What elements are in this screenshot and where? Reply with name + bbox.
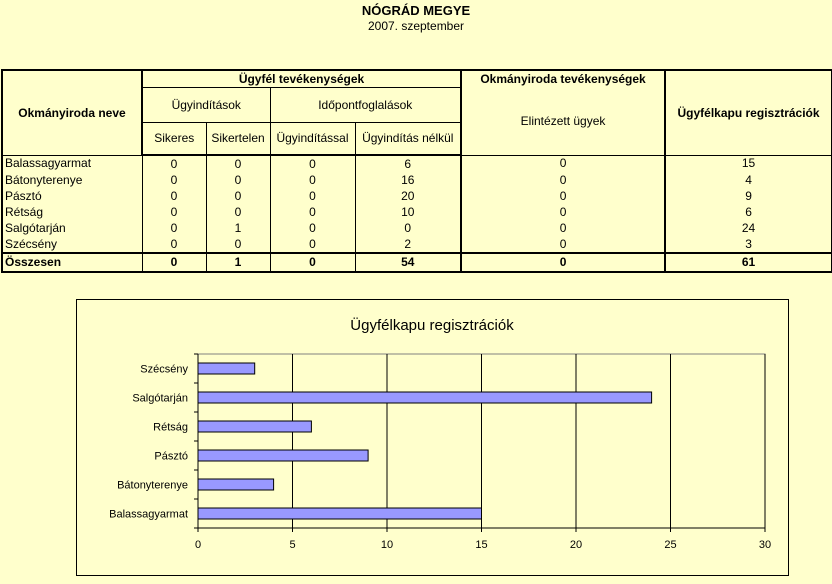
bar-chart [77, 300, 788, 575]
row-success: 0 [142, 220, 206, 236]
row-without-init: 0 [355, 220, 461, 236]
chart-container [76, 299, 789, 576]
table-row [2, 188, 832, 204]
client-activities-header: Ügyfél tevékenységek [142, 70, 461, 87]
row-office-name: Bátonyterenye [2, 172, 142, 188]
row-success: 0 [142, 172, 206, 188]
row-portal: 24 [665, 220, 832, 236]
row-office-name: Salgótarján [2, 220, 142, 236]
statistics-table [1, 69, 832, 273]
y-tick-label: Szécsény [140, 363, 188, 376]
without-init-header: Ügyindítás nélkül [355, 122, 461, 155]
x-tick-label: 20 [569, 539, 583, 551]
row-office-name: Pásztó [2, 188, 142, 204]
bar [198, 363, 255, 374]
x-tick-label: 15 [475, 539, 488, 551]
chart-title: Ügyfélkapu regisztrációk [350, 317, 514, 334]
row-with-init: 0 [270, 236, 355, 253]
row-with-init: 0 [270, 220, 355, 236]
with-init-header: Ügyindítással [270, 122, 355, 155]
success-header: Sikeres [142, 122, 206, 155]
row-done: 0 [461, 204, 665, 220]
table-row [2, 204, 832, 220]
y-tick-label: Balassagyarmat [109, 508, 188, 521]
row-without-init: 20 [355, 188, 461, 204]
table-row [2, 172, 832, 188]
row-with-init: 0 [270, 172, 355, 188]
row-done: 0 [461, 188, 665, 204]
row-done: 0 [461, 220, 665, 236]
bar [198, 479, 274, 490]
y-tick-label: Bátonyterenye [117, 479, 188, 492]
x-tick-label: 5 [289, 539, 296, 551]
bar [198, 392, 652, 403]
row-success: 0 [142, 204, 206, 220]
report-date: 2007. szeptember [367, 19, 465, 33]
total-without-init: 54 [355, 253, 461, 272]
bar [198, 421, 311, 432]
row-success: 0 [142, 236, 206, 253]
row-without-init: 6 [355, 155, 461, 172]
x-tick-label: 30 [758, 539, 772, 551]
total-with-init: 0 [270, 253, 355, 272]
row-portal: 9 [665, 188, 832, 204]
total-portal: 61 [665, 253, 832, 272]
portal-registrations-header: Ügyfélkapu regisztrációk [665, 70, 832, 155]
row-fail: 0 [206, 172, 270, 188]
x-tick-label: 10 [380, 539, 394, 551]
row-portal: 4 [665, 172, 832, 188]
total-row [2, 253, 832, 272]
appointments-header: Időpontfoglalások [270, 87, 461, 122]
row-with-init: 0 [270, 155, 355, 172]
table-row [2, 220, 832, 236]
row-done: 0 [461, 155, 665, 172]
table-row [2, 155, 832, 172]
office-name-header: Okmányiroda neve [2, 70, 142, 155]
completed-cases-header: Elintézett ügyek [461, 87, 665, 155]
row-with-init: 0 [270, 204, 355, 220]
total-label: Összesen [2, 253, 142, 272]
total-done: 0 [461, 253, 665, 272]
row-without-init: 10 [355, 204, 461, 220]
row-success: 0 [142, 155, 206, 172]
row-portal: 6 [665, 204, 832, 220]
bar [198, 508, 482, 519]
row-without-init: 2 [355, 236, 461, 253]
total-success: 0 [142, 253, 206, 272]
row-portal: 3 [665, 236, 832, 253]
y-tick-label: Pásztó [154, 450, 188, 463]
table-row [2, 236, 832, 253]
row-office-name: Rétság [2, 204, 142, 220]
row-done: 0 [461, 172, 665, 188]
row-success: 0 [142, 188, 206, 204]
row-fail: 0 [206, 204, 270, 220]
row-office-name: Szécsény [2, 236, 142, 253]
row-portal: 15 [665, 155, 832, 172]
row-fail: 1 [206, 220, 270, 236]
region-title: NÓGRÁD MEGYE [361, 3, 471, 18]
total-fail: 1 [206, 253, 270, 272]
row-fail: 0 [206, 155, 270, 172]
bar [198, 450, 368, 461]
fail-header: Sikertelen [206, 122, 270, 155]
initiations-header: Ügyindítások [142, 87, 270, 122]
row-done: 0 [461, 236, 665, 253]
y-tick-label: Rétság [153, 421, 188, 434]
x-tick-label: 25 [664, 539, 677, 551]
row-without-init: 16 [355, 172, 461, 188]
x-tick-label: 0 [194, 539, 202, 551]
row-fail: 0 [206, 236, 270, 253]
row-with-init: 0 [270, 188, 355, 204]
row-fail: 0 [206, 188, 270, 204]
y-tick-label: Salgótarján [132, 392, 188, 405]
office-activities-header: Okmányiroda tevékenységek [461, 70, 665, 87]
row-office-name: Balassagyarmat [2, 155, 142, 172]
